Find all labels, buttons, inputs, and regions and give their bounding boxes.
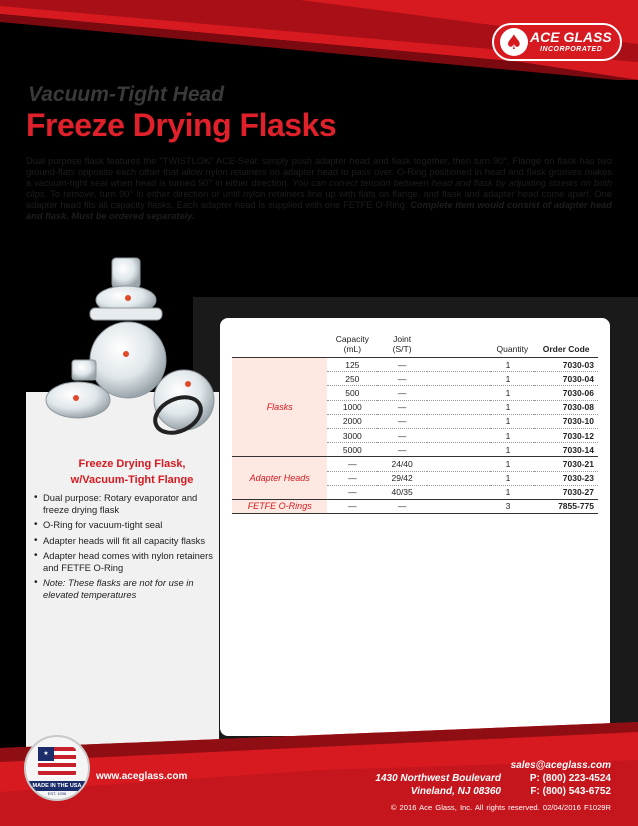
blank-cell — [427, 372, 490, 386]
order-code-cell: 7030-27 — [534, 485, 598, 499]
blank-cell — [427, 428, 490, 442]
product-caption — [52, 456, 212, 488]
order-table — [232, 334, 598, 514]
order-code-cell: 7030-04 — [534, 372, 598, 386]
seal-est: EST. 1936 — [47, 791, 67, 796]
header-category — [232, 334, 327, 358]
capacity-cell: — — [327, 499, 377, 513]
header-order-code: Order Code — [534, 334, 598, 358]
copyright-notice: © 2016 Ace Glass, Inc. All rights reserved. 02/04/2016 F1029R — [390, 803, 611, 812]
capacity-cell: 2000 — [327, 414, 377, 428]
feature-item: • Adapter heads will fit all capacity flasks — [34, 535, 214, 547]
feature-note: • Note: These flasks are not for use in elevated temperatures — [34, 577, 214, 600]
blank-cell — [427, 485, 490, 499]
category-cell: Flasks — [232, 358, 327, 457]
capacity-cell: — — [327, 471, 377, 485]
capacity-cell: — — [327, 485, 377, 499]
header-blank — [427, 334, 490, 358]
caption-line-1: Freeze Drying Flask, — [78, 458, 186, 470]
order-code-cell: 7030-08 — [534, 400, 598, 414]
quantity-cell: 1 — [490, 443, 534, 457]
table-row — [232, 499, 598, 513]
logo-subtitle: INCORPORATED — [540, 46, 603, 53]
order-code-cell: 7030-23 — [534, 471, 598, 485]
blank-cell — [427, 499, 490, 513]
quantity-cell: 1 — [490, 428, 534, 442]
feature-item: • Adapter head comes with nylon retainers and FETFE O-Ring — [34, 550, 214, 573]
header-capacity: Capacity (mL) — [327, 334, 377, 358]
joint-cell: — — [377, 400, 427, 414]
quantity-cell: 1 — [490, 457, 534, 471]
order-code-cell: 7030-14 — [534, 443, 598, 457]
email-link[interactable]: sales@aceglass.com — [510, 760, 611, 771]
order-table-card — [220, 318, 610, 736]
table-row — [232, 358, 598, 372]
blank-cell — [427, 471, 490, 485]
order-code-cell: 7030-10 — [534, 414, 598, 428]
joint-cell: 40/35 — [377, 485, 427, 499]
feature-item: • O-Ring for vacuum-tight seal — [34, 519, 214, 531]
header-joint: Joint (S/T) — [377, 334, 427, 358]
blank-cell — [427, 400, 490, 414]
made-in-usa-seal — [24, 735, 90, 801]
table-body — [232, 358, 598, 514]
category-cell: FETFE O-Rings — [232, 499, 327, 513]
feature-item: • Dual purpose: Rotary evaporator and freeze drying flask — [34, 492, 214, 515]
website-link[interactable]: www.aceglass.com — [96, 771, 188, 782]
joint-cell: 24/40 — [377, 457, 427, 471]
joint-cell: — — [377, 414, 427, 428]
address-line-1: 1430 Northwest Boulevard — [375, 773, 501, 784]
capacity-cell: 500 — [327, 386, 377, 400]
blank-cell — [427, 414, 490, 428]
joint-cell: — — [377, 358, 427, 372]
intro-text: Dual purpose flask features the "TWISTLOK" ACE-Seal: simply push adapter head and flask together, then turn 90°. Flange on flask has two ground-flats opposite each other that allow nylon retainers on adapter head to pass over. O-Ring positioned in head and flask grooves makes a vacuum-tight seal when head is turned 90° in either direction. — [26, 156, 612, 188]
phone-number: P: (800) 223-4524 — [529, 773, 611, 784]
order-code-cell: 7030-06 — [534, 386, 598, 400]
ace-glass-logo[interactable] — [492, 23, 622, 61]
order-code-cell: 7855-775 — [534, 499, 598, 513]
intro-paragraph — [26, 156, 612, 222]
joint-cell: — — [377, 443, 427, 457]
quantity-cell: 1 — [490, 485, 534, 499]
order-code-cell: 7030-03 — [534, 358, 598, 372]
joint-cell: — — [377, 499, 427, 513]
capacity-cell: 5000 — [327, 443, 377, 457]
quantity-cell: 3 — [490, 499, 534, 513]
order-code-cell: 7030-12 — [534, 428, 598, 442]
quantity-cell: 1 — [490, 414, 534, 428]
order-code-cell: 7030-21 — [534, 457, 598, 471]
star-icon: ★ — [38, 747, 54, 761]
quantity-cell: 1 — [490, 386, 534, 400]
flask-image — [28, 250, 218, 445]
caption-line-2: w/Vacuum-Tight Flange — [70, 474, 194, 486]
feature-list — [34, 492, 214, 604]
category-cell: Adapter Heads — [232, 457, 327, 500]
spade-icon: ♠ — [500, 28, 528, 56]
blank-cell — [427, 443, 490, 457]
capacity-cell: 250 — [327, 372, 377, 386]
blank-cell — [427, 457, 490, 471]
intro-italic: You can correct tension between head and flask by adjusting screws on both clips. — [26, 178, 612, 199]
intro-text-2: To remove, turn 90° in either direction or until nylon retainers line up with flats on flange, and flask and adapter head come apart. One adapter head fits all capacity flasks. Each adapter head is supplied with one FETFE O-Ring. — [26, 189, 612, 210]
capacity-cell: 1000 — [327, 400, 377, 414]
logo-name: ACE GLASS — [530, 29, 612, 45]
table-row — [232, 457, 598, 471]
quantity-cell: 1 — [490, 358, 534, 372]
intro-bold-italic: Complete item would consist of adapter head and flask. Must be ordered separately. — [26, 200, 612, 221]
page-title: Freeze Drying Flasks — [26, 107, 337, 143]
blank-cell — [427, 386, 490, 400]
header-quantity: Quantity — [490, 334, 534, 358]
joint-cell: — — [377, 372, 427, 386]
table-header-row — [232, 334, 598, 358]
page-subtitle: Vacuum-Tight Head — [28, 83, 225, 106]
joint-cell: 29/42 — [377, 471, 427, 485]
seal-text: MADE IN THE USA — [26, 781, 88, 791]
address-line-2: Vineland, NJ 08360 — [410, 786, 501, 797]
quantity-cell: 1 — [490, 372, 534, 386]
joint-cell: — — [377, 428, 427, 442]
quantity-cell: 1 — [490, 471, 534, 485]
capacity-cell: — — [327, 457, 377, 471]
quantity-cell: 1 — [490, 400, 534, 414]
capacity-cell: 125 — [327, 358, 377, 372]
fax-number: F: (800) 543-6752 — [530, 786, 611, 797]
capacity-cell: 3000 — [327, 428, 377, 442]
blank-cell — [427, 358, 490, 372]
joint-cell: — — [377, 386, 427, 400]
